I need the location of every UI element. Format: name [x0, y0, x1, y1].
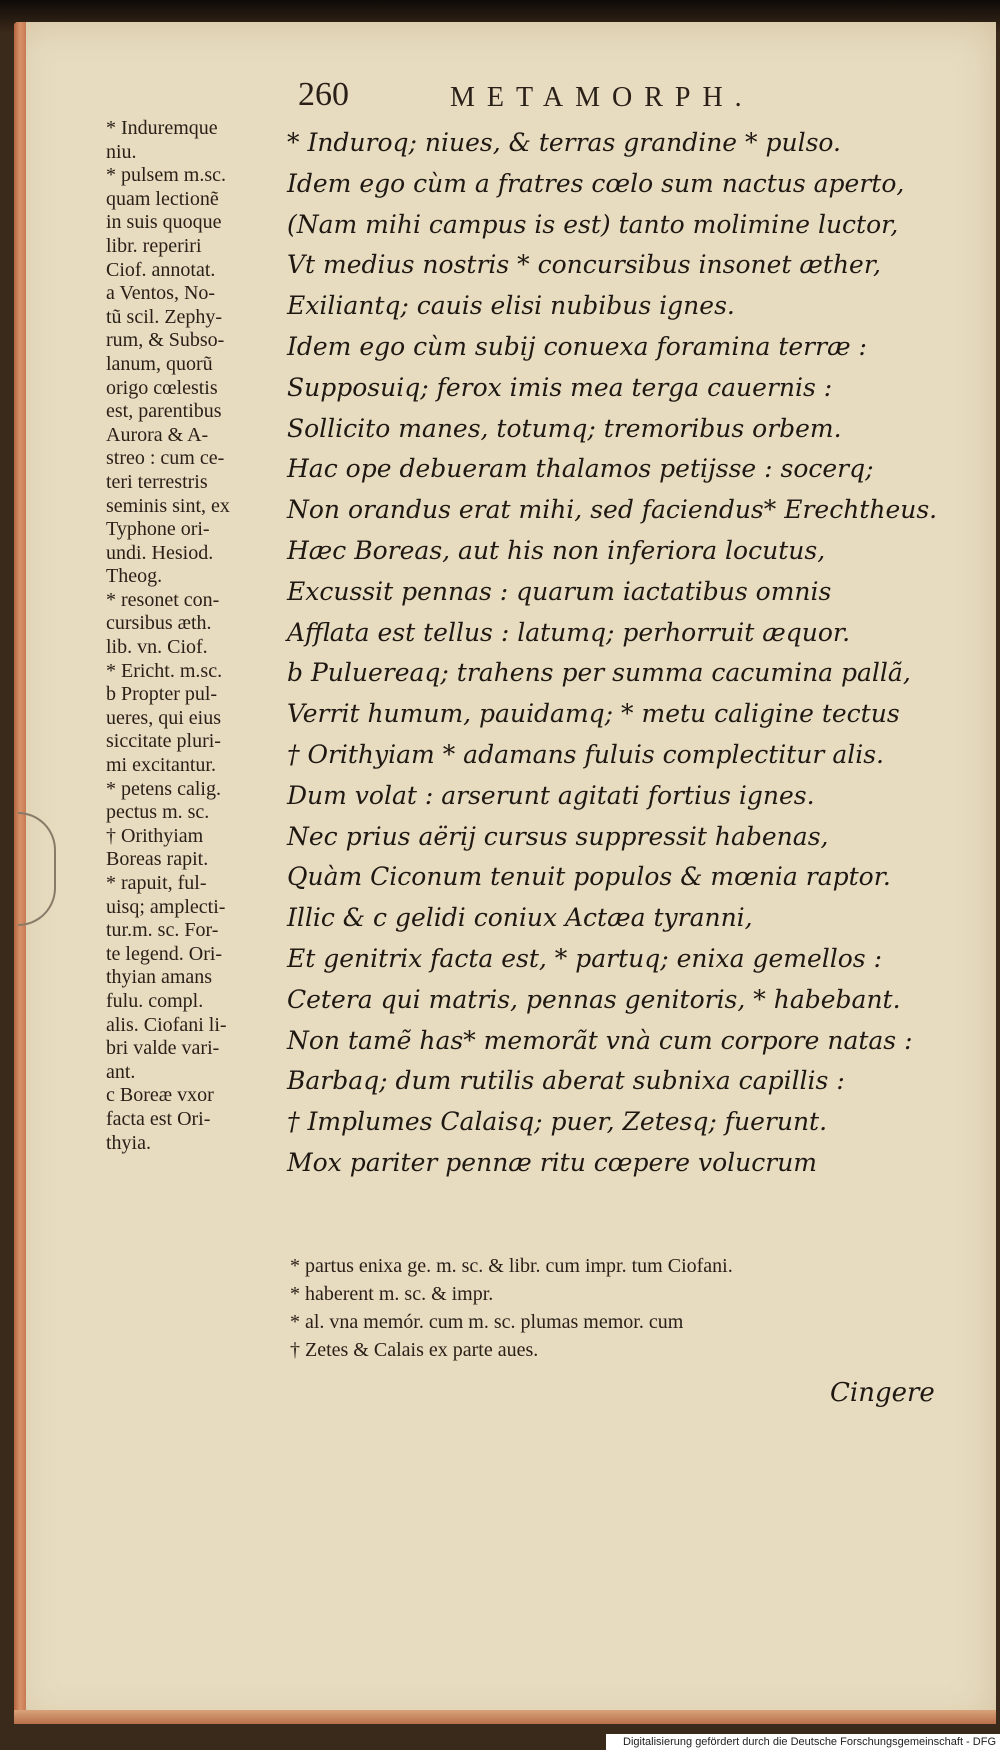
margin-note-line: * Ericht. m.sc. — [106, 659, 223, 682]
footnote-line: * haberent m. sc. & impr. — [290, 1283, 494, 1305]
verse-line: Excussit pennas : quarum iactatibus omnis — [287, 576, 832, 606]
digitization-credit: Digitalisierung gefördert durch die Deutsche Forschungsgemeinschaft - DFG — [606, 1734, 1000, 1750]
margin-note-line: Ciof. annotat. — [106, 258, 216, 281]
verse-line: Idem ego cùm subij conuexa foramina terræ : — [287, 331, 867, 361]
verse-line: Non tamẽ has* memorãt vnà cum corpore natas : — [287, 1025, 913, 1055]
margin-note-line: siccitate pluri- — [106, 730, 221, 753]
margin-note-line: teri terrestris — [106, 470, 208, 493]
verse-text — [287, 123, 977, 1184]
margin-note-line: streo : cum ce- — [106, 447, 225, 470]
margin-note-line: origo cœlestis — [106, 376, 218, 399]
margin-note-line: a Ventos, No- — [106, 282, 216, 305]
verse-line: * Induroq; niues, & terras grandine * pulso. — [287, 128, 841, 157]
margin-note-line: tur.m. sc. For- — [106, 919, 219, 942]
verse-line: Hac ope debueram thalamos petijsse : socerq; — [287, 454, 874, 484]
verse-line: Dum volat : arserunt agitati fortius ignes. — [287, 780, 815, 810]
verse-line: Verrit humum, pauidamq; * metu caligine tectus — [287, 699, 900, 729]
verse-line: Mox pariter pennæ ritu cœpere volucrum — [287, 1147, 818, 1177]
verse-line: Non orandus erat mihi, sed faciendus* Erechtheus. — [287, 495, 938, 525]
margin-note-line: lib. vn. Ciof. — [106, 636, 208, 659]
footnote-line: † Zetes & Calais ex parte aues. — [290, 1339, 539, 1361]
margin-note-line: seminis sint, ex — [106, 494, 230, 517]
margin-note-line: est, parentibus — [106, 400, 222, 423]
margin-note-line: niu. — [106, 140, 137, 163]
margin-note-line: bri valde vari- — [106, 1037, 220, 1060]
margin-note-line: libr. reperiri — [106, 234, 202, 257]
verse-line: † Orithyiam * adamans fuluis complectitur alis. — [287, 739, 884, 769]
margin-note-line: † Orithyiam — [106, 824, 204, 847]
verse-line: Vt medius nostris * concursibus insonet æther, — [287, 250, 881, 280]
margin-note-line: b Propter pul- — [106, 683, 218, 706]
margin-note-line: uisq; amplecti- — [106, 895, 226, 918]
page-number: 260 — [298, 76, 349, 113]
verse-line: † Implumes Calaisq; puer, Zetesq; fuerunt. — [287, 1107, 828, 1137]
catchword: Cingere — [830, 1378, 935, 1408]
margin-note-line: * resonet con- — [106, 588, 220, 611]
margin-note-line: undi. Hesiod. — [106, 541, 214, 564]
verse-line: b Puluereaq; trahens per summa cacumina pallã, — [287, 658, 911, 688]
verse-line: Idem ego cùm a fratres cœlo sum nactus aperto, — [287, 168, 905, 198]
margin-note-line: fulu. compl. — [106, 989, 204, 1012]
margin-note-line: thyian amans — [106, 966, 213, 989]
footnotes — [290, 1252, 970, 1364]
verse-line: (Nam mihi campus is est) tanto molimine luctor, — [287, 209, 899, 239]
footnote-line: * partus enixa ge. m. sc. & libr. cum impr. tum Ciofani. — [290, 1255, 733, 1277]
margin-note-line: rum, & Subso- — [106, 329, 225, 352]
margin-notes — [106, 117, 286, 1155]
verse-line: Sollicito manes, totumq; tremoribus orbem. — [287, 413, 842, 443]
margin-note-line: Theog. — [106, 565, 163, 588]
verse-line: Quàm Ciconum tenuit populos & mœnia raptor. — [287, 862, 891, 892]
margin-note-line: Typhone ori- — [106, 518, 210, 541]
running-title: METAMORPH. — [450, 82, 754, 113]
margin-note-line: alis. Ciofani li- — [106, 1013, 227, 1036]
page-header — [290, 72, 850, 122]
margin-note-line: quam lectionẽ — [106, 187, 219, 210]
binding-stitch — [18, 812, 56, 926]
margin-note-line: * pulsem m.sc. — [106, 164, 226, 187]
margin-note-line: cursibus æth. — [106, 612, 212, 635]
margin-note-line: te legend. Ori- — [106, 942, 223, 965]
margin-note-line: in suis quoque — [106, 211, 222, 234]
verse-line: Barbaq; dum rutilis aberat subnixa capillis : — [287, 1066, 845, 1096]
verse-line: Et genitrix facta est, * partuq; enixa gemellos : — [287, 943, 883, 973]
verse-line: Exiliantq; cauis elisi nubibus ignes. — [287, 291, 735, 321]
page-edge-bottom — [14, 1710, 996, 1724]
verse-line: Afflata est tellus : latumq; perhorruit æquor. — [287, 617, 851, 647]
margin-note-line: facta est Ori- — [106, 1107, 211, 1130]
margin-note-line: pectus m. sc. — [106, 801, 210, 824]
margin-note-line: * petens calig. — [106, 777, 221, 800]
margin-note-line: lanum, quorũ — [106, 352, 213, 375]
verse-line: Nec prius aërij cursus suppressit habenas, — [287, 821, 829, 851]
verse-line: Cetera qui matris, pennas genitoris, * habebant. — [287, 984, 901, 1014]
margin-note-line: mi excitantur. — [106, 754, 216, 777]
margin-note-line: thyia. — [106, 1131, 151, 1154]
margin-note-line: ueres, qui eius — [106, 706, 221, 729]
margin-note-line: * rapuit, ful- — [106, 872, 207, 894]
footnote-line: * al. vna memór. cum m. sc. plumas memor. cum — [290, 1311, 684, 1333]
margin-note-line: tũ scil. Zephy- — [106, 305, 223, 328]
verse-line: Illic & c gelidi coniux Actæa tyranni, — [287, 903, 753, 933]
margin-note-line: c Boreæ vxor — [106, 1084, 214, 1107]
margin-note-line: ant. — [106, 1060, 136, 1083]
margin-note-line: Boreas rapit. — [106, 848, 209, 871]
verse-line: Supposuiq; ferox imis mea terga cauernis : — [287, 372, 833, 402]
margin-note-line: Aurora & A- — [106, 423, 209, 446]
margin-note-line: * Induremque — [106, 117, 218, 139]
verse-line: Hæc Boreas, aut his non inferiora locutus, — [287, 535, 826, 565]
